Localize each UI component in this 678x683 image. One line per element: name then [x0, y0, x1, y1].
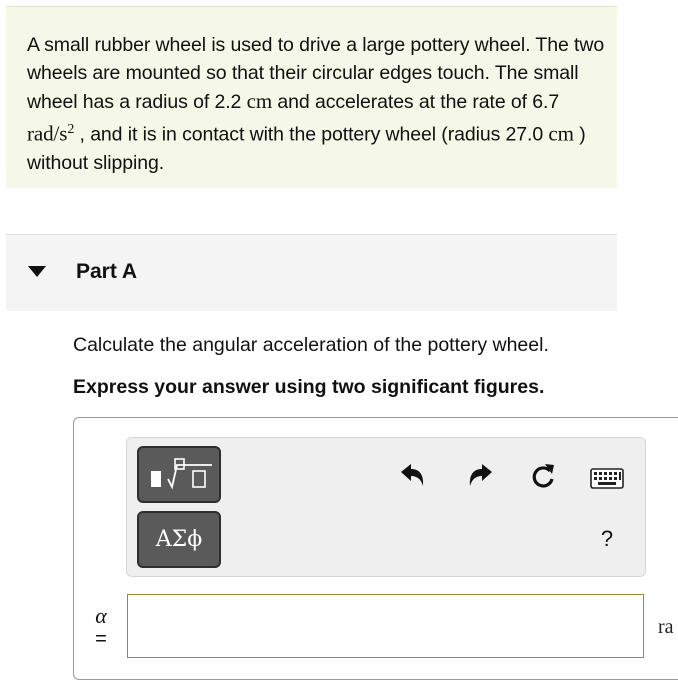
unit-cm: cm	[548, 121, 574, 146]
answer-input[interactable]	[127, 594, 644, 658]
unit-exponent: 2	[67, 122, 75, 137]
collapse-triangle-icon[interactable]	[28, 266, 46, 277]
units-label: ra	[658, 616, 674, 638]
undo-button[interactable]	[398, 462, 428, 493]
unit-cm: cm	[246, 89, 273, 113]
problem-text-segment: ) without slipping.	[27, 123, 586, 174]
unit-rad-per-s: rad/s	[27, 121, 68, 146]
problem-text-segment: , and it is in contact with the pottery wheel (radius 27.0	[74, 123, 549, 146]
problem-text-segment: and accelerates at the rate of 6.7	[272, 91, 560, 113]
templates-icon	[139, 448, 219, 501]
undo-icon	[398, 462, 428, 488]
reset-icon	[528, 462, 558, 492]
question-text: Calculate the angular acceleration of the pottery wheel.	[73, 334, 549, 356]
equals-sign: =	[95, 628, 107, 650]
keyboard-button[interactable]	[590, 468, 624, 495]
templates-button[interactable]	[137, 446, 221, 503]
keyboard-icon	[590, 468, 624, 490]
reset-button[interactable]	[528, 462, 558, 497]
symbols-button[interactable]: ΑΣϕ	[137, 511, 221, 568]
part-title: Part A	[76, 260, 138, 283]
problem-text-segment: A small rubber wheel is used to drive a large pottery wheel. The two wheels are mounted so that their circular edges touch. The small wheel has a radius of 2.2	[27, 34, 605, 113]
problem-statement	[6, 6, 617, 188]
part-a-header[interactable]	[6, 234, 617, 311]
redo-icon	[465, 462, 495, 488]
answer-variable-label: α	[95, 603, 107, 628]
instruction-text: Express your answer using two significant figures.	[73, 376, 545, 398]
help-button[interactable]: ?	[600, 526, 614, 551]
problem-text	[27, 31, 607, 177]
redo-button[interactable]	[465, 462, 495, 493]
